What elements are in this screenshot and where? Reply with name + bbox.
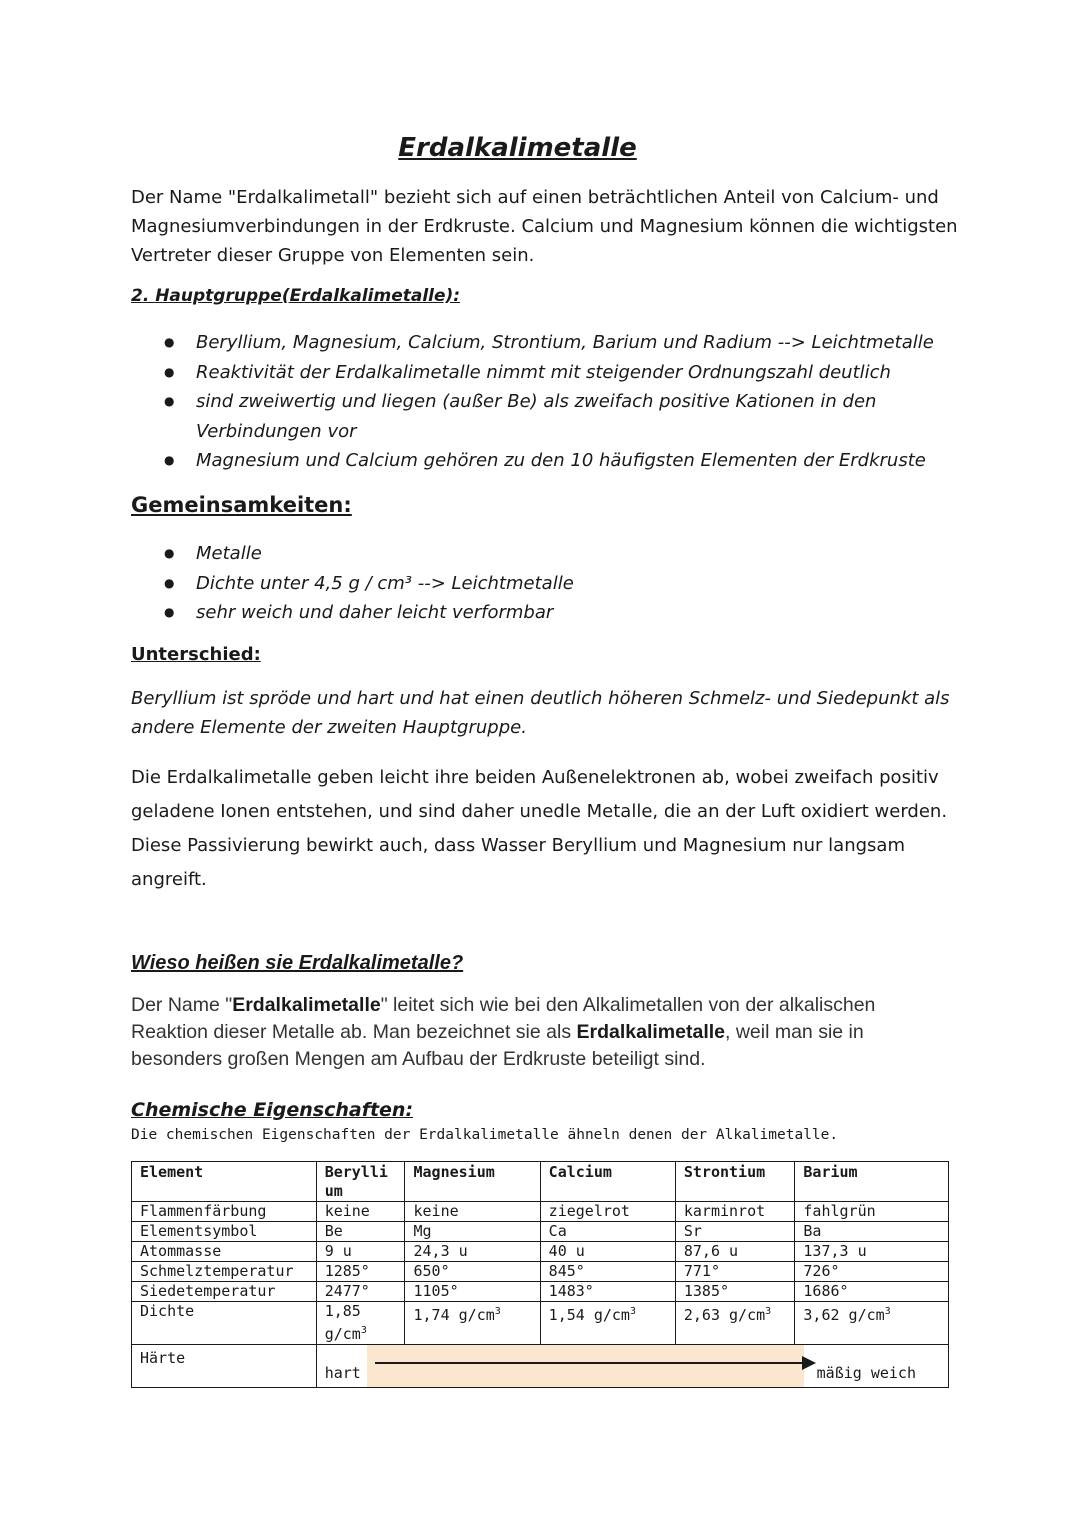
table-cell: 1483° (540, 1282, 675, 1302)
unterschied-text: Beryllium ist spröde und hart und hat einen deutlich höheren Schmelz- und Siedepunkt als andere Elemente der zweiten Hauptgruppe. (131, 688, 950, 738)
chemisch-heading: Chemische Eigenschaften: (131, 1099, 414, 1121)
table-cell: 1,74 $g/cm^3$ (405, 1302, 540, 1345)
table-cell: karminrot (675, 1202, 795, 1222)
chemisch-subtitle: Die chemischen Eigenschaften der Erdalkalimetalle ähneln denen der Alkalimetalle. (131, 1127, 839, 1143)
bold-term: Erdalkalimetalle (232, 994, 381, 1016)
table-cell: 87,6 u (675, 1242, 795, 1262)
table-header: Element (132, 1162, 317, 1202)
page-title: Erdalkalimetalle (398, 133, 637, 163)
table-header: Calcium (540, 1162, 675, 1202)
table-cell: Sr (675, 1222, 795, 1242)
table-cell: keine (316, 1202, 405, 1222)
list-item: ● sind zweiwertig und liegen (außer Be) als zweifach positive Kationen in den Verbindungen vor (162, 387, 952, 446)
haerte-scale (316, 1345, 948, 1388)
row-label: Elementsymbol (132, 1222, 317, 1242)
table-row-haerte (132, 1345, 949, 1388)
wieso-heading: Wieso heißen sie Erdalkalimetalle? (131, 952, 464, 974)
haerte-right-label: mäßig weich (816, 1364, 916, 1382)
table-cell: Ca (540, 1222, 675, 1242)
table-cell: 1,54 $g/cm^3$ (540, 1302, 675, 1345)
table-cell: 771° (675, 1262, 795, 1282)
table-cell: fahlgrün (795, 1202, 949, 1222)
bold-term: Erdalkalimetalle (576, 1021, 725, 1043)
table-cell: 3,62 $g/cm^3$ (795, 1302, 949, 1345)
table-header-row (132, 1162, 949, 1202)
table-cell: Be (316, 1222, 405, 1242)
table-row (132, 1282, 949, 1302)
hauptgruppe-list (162, 328, 952, 476)
list-item: ● Beryllium, Magnesium, Calcium, Strontium, Barium und Radium --> Leichtmetalle (162, 328, 952, 358)
properties-table (131, 1161, 949, 1388)
list-item: ● sehr weich und daher leicht verformbar (162, 598, 952, 628)
table-cell: 1105° (405, 1282, 540, 1302)
table-cell: 1385° (675, 1282, 795, 1302)
table-row (132, 1202, 949, 1222)
list-item: ● Magnesium und Calcium gehören zu den 10 häufigsten Elementen der Erdkruste (162, 446, 952, 476)
row-label: Siedetemperatur (132, 1282, 317, 1302)
table-header: Strontium (675, 1162, 795, 1202)
table-cell: 845° (540, 1262, 675, 1282)
row-label: Härte (132, 1345, 317, 1388)
wieso-paragraph: Der Name "Erdalkalimetalle" leitet sich wie bei den Alkalimetallen von der alkalischen Reaktion dieser Metalle ab. Man bezeichnet sie als Erdalkalimetalle, weil man sie in besonders großen Mengen am Aufbau der Erdkruste beteiligt sind. (131, 994, 876, 1070)
arrow-right-icon (375, 1362, 804, 1364)
gemeinsamkeiten-heading: Gemeinsamkeiten: (131, 493, 352, 517)
table-cell: 9 u (316, 1242, 405, 1262)
table-header: Magnesium (405, 1162, 540, 1202)
table-cell: 2477° (316, 1282, 405, 1302)
list-item: ● Metalle (162, 539, 952, 569)
table-cell: Mg (405, 1222, 540, 1242)
table-cell: ziegelrot (540, 1202, 675, 1222)
haerte-left-label: hart (324, 1364, 361, 1382)
list-item: ● Reaktivität der Erdalkalimetalle nimmt mit steigender Ordnungszahl deutlich (162, 358, 952, 388)
passivierung-paragraph: Die Erdalkalimetalle geben leicht ihre beiden Außenelektronen ab, wobei zweifach positiv geladene Ionen entstehen, und sind daher unedle Metalle, die an der Luft oxidiert werden. Diese Passivierung bewirkt auch, dass Wasser Beryllium und Magnesium nur langsam angreift. (131, 767, 948, 890)
table-cell: Ba (795, 1222, 949, 1242)
table-cell: 1686° (795, 1282, 949, 1302)
table-row (132, 1242, 949, 1262)
row-label: Schmelztemperatur (132, 1262, 317, 1282)
table-cell: 40 u (540, 1242, 675, 1262)
table-header: Barium (795, 1162, 949, 1202)
hauptgruppe-heading: 2. Hauptgruppe(Erdalkalimetalle): (131, 286, 461, 306)
table-cell: 24,3 u (405, 1242, 540, 1262)
table-cell: 1,85 $g/cm^3$ (316, 1302, 405, 1345)
table-row-dichte (132, 1302, 949, 1345)
table-cell: keine (405, 1202, 540, 1222)
row-label: Flammenfärbung (132, 1202, 317, 1222)
gemeinsamkeiten-list (162, 539, 952, 628)
table-cell: 1285° (316, 1262, 405, 1282)
intro-paragraph: Der Name "Erdalkalimetall" bezieht sich auf einen beträchtlichen Anteil von Calcium- und Magnesiumverbindungen in der Erdkruste. Calcium und Magnesium können die wichtigsten Vertreter dieser Gruppe von Elementen sein. (131, 187, 958, 266)
table-cell: 137,3 u (795, 1242, 949, 1262)
haerte-band (367, 1345, 804, 1387)
table-header: Berylli um (316, 1162, 405, 1202)
table-row (132, 1262, 949, 1282)
unterschied-heading: Unterschied: (131, 644, 261, 665)
table-cell: 650° (405, 1262, 540, 1282)
row-label: Atommasse (132, 1242, 317, 1262)
row-label: Dichte (132, 1302, 317, 1345)
list-item: ● Dichte unter 4,5 g / cm³ --> Leichtmetalle (162, 569, 952, 599)
table-row (132, 1222, 949, 1242)
table-cell: 2,63 $g/cm^3$ (675, 1302, 795, 1345)
table-cell: 726° (795, 1262, 949, 1282)
